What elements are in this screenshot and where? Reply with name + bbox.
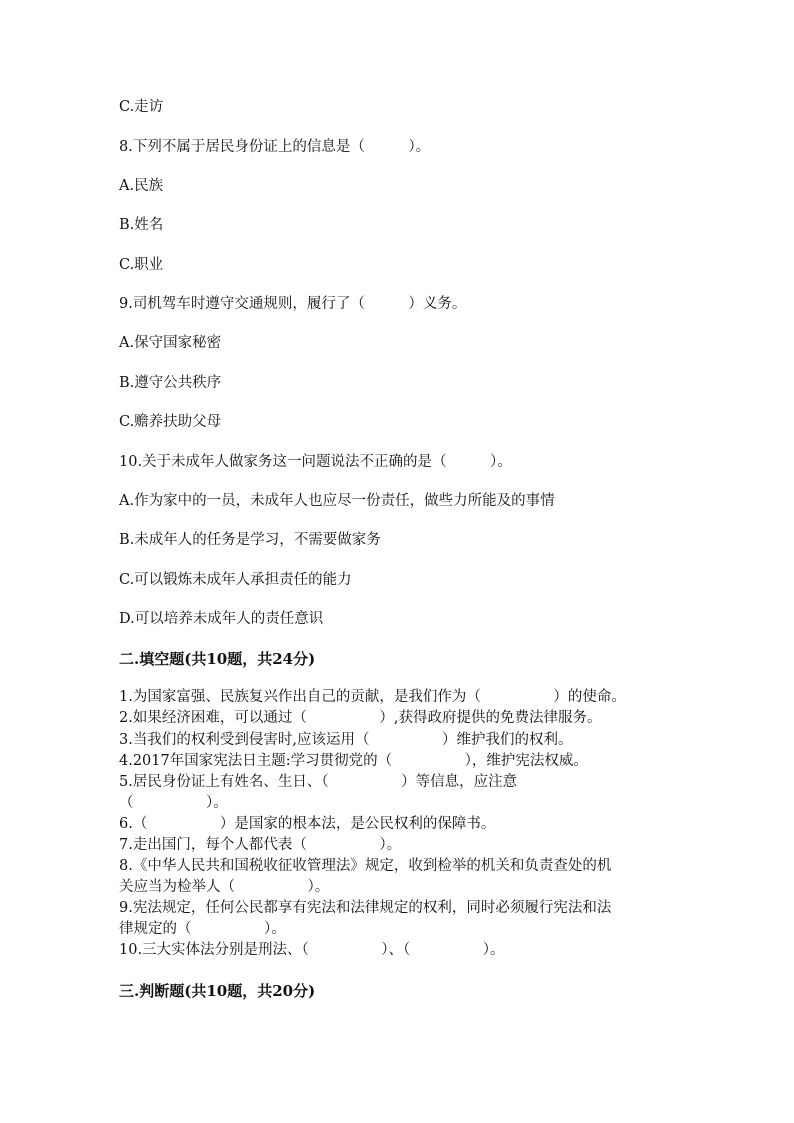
q10-option-b: B.未成年人的任务是学习，不需要做家务 [119,532,381,548]
fill-line-8-cont: 关应当为检举人（ ）。 [119,879,330,895]
fill-line-9-cont: 律规定的（ ）。 [119,921,286,937]
fill-line-8: 8.《中华人民共和国税收征收管理法》规定，收到检举的机关和负责查处的机 [119,858,612,874]
q10-option-c: C.可以锻炼未成年人承担责任的能力 [119,572,352,588]
q9-option-a: A.保守国家秘密 [119,335,222,351]
q9-option-b: B.遵守公共秩序 [119,375,222,391]
fill-line-6: 6.（ ）是国家的根本法，是公民权利的保障书。 [119,816,496,832]
fill-line-10: 10.三大实体法分别是刑法、（ ）、（ ）。 [119,942,505,958]
section-heading-fill-in: 二.填空题(共10题，共24分) [119,650,316,668]
q10-stem: 10.关于未成年人做家务这一问题说法不正确的是（ ）。 [119,454,512,470]
fill-line-9: 9.宪法规定，任何公民都享有宪法和法律规定的权利，同时必须履行宪法和法 [119,900,612,916]
fill-line-4: 4.2017年国家宪法日主题:学习贯彻党的（ ），维护宪法权威。 [119,753,588,769]
fill-line-2: 2.如果经济困难，可以通过（ ）,获得政府提供的免费法律服务。 [119,710,602,726]
fill-line-3: 3.当我们的权利受到侵害时,应该运用（ ）维护我们的权利。 [119,732,573,748]
q7-option-c: C.走访 [119,99,164,115]
q9-stem: 9.司机驾车时遵守交通规则，履行了（ ）义务。 [119,296,467,312]
q8-stem: 8.下列不属于居民身份证上的信息是（ ）。 [119,139,431,155]
q10-option-a: A.作为家中的一员，未成年人也应尽一份责任，做些力所能及的事情 [119,493,555,509]
q8-option-c: C.职业 [119,257,164,273]
fill-line-5-cont: （ ）。 [119,795,228,811]
q9-option-c: C.赡养扶助父母 [119,414,222,430]
fill-line-7: 7.走出国门，每个人都代表（ ）。 [119,837,402,853]
fill-line-1: 1.为国家富强、民族复兴作出自己的贡献，是我们作为（ ）的使命。 [119,689,626,705]
q10-option-d: D.可以培养未成年人的责任意识 [119,611,324,627]
q8-option-b: B.姓名 [119,217,164,233]
q8-option-a: A.民族 [119,178,164,194]
fill-line-5: 5.居民身份证上有姓名、生日、（ ）等信息，应注意 [119,774,518,790]
section-heading-true-false: 三.判断题(共10题，共20分) [119,982,316,1000]
